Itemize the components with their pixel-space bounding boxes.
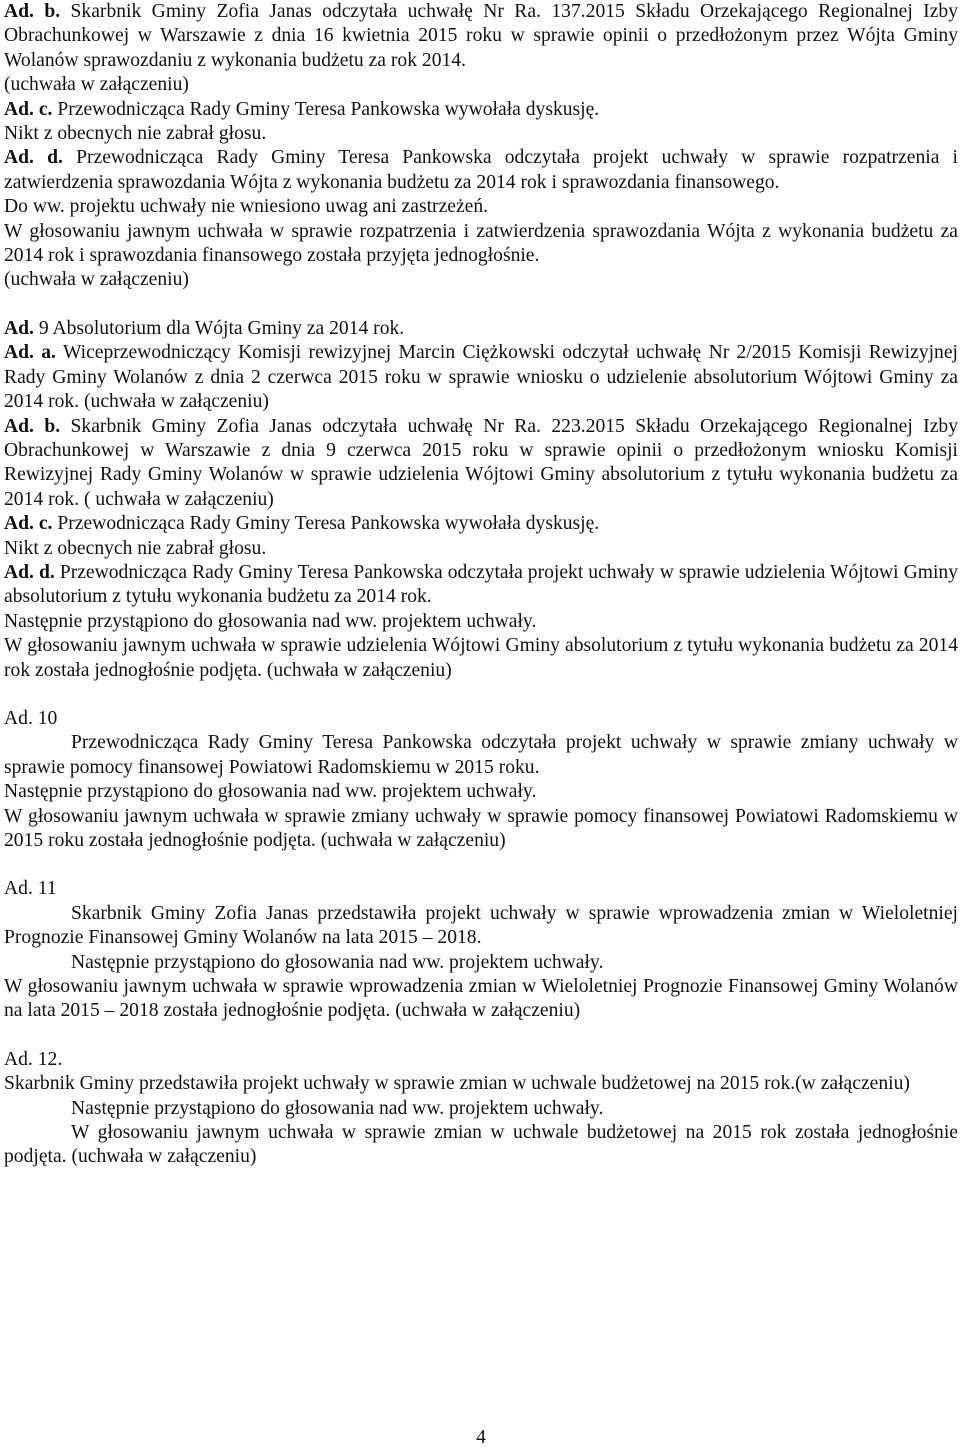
- paragraph-text: Następnie przystąpiono do głosowania nad ww. projektem uchwały.: [71, 951, 604, 973]
- paragraph: [4, 731, 958, 780]
- paragraph-text: Następnie przystąpiono do głosowania nad ww. projektem uchwały.: [71, 1097, 604, 1119]
- paragraph-text: (uchwała w załączeniu): [4, 74, 189, 96]
- paragraph-text: W głosowaniu jawnym uchwała w sprawie udzielenia Wójtowi Gminy absolutorium z tytułu wykonania budżetu za 2014 rok została jednogłośnie podjęta. (uchwała w załączeniu): [4, 635, 958, 681]
- paragraph-text: Wiceprzewodniczący Komisji rewizyjnej Marcin Ciężkowski odczytał uchwałę Nr 2/2015 Komisji Rewizyjnej Rady Gminy Wolanów z dnia 2 czerwca 2015 roku w sprawie wniosku o udzielenie absolutorium Wójtowi Gminy za 2014 rok. (uchwała w załączeniu): [4, 342, 958, 413]
- paragraph-text: Skarbnik Gminy Zofia Janas przedstawiła projekt uchwały w sprawie wprowadzenia zmian w Wieloletniej Prognozie Finansowej Gminy Wolanów na lata 2015 – 2018.: [4, 902, 958, 949]
- paragraph-text: Skarbnik Gminy Zofia Janas odczytała uchwałę Nr Ra. 223.2015 Składu Orzekającego Regionalnej Izby Obrachunkowej w Warszawie z dnia 9 czerwca 2015 roku w sprawie opinii o przedłożonym wniosku Komisji Rewizyjnej Rady Gminy Wolanów w sprawie udzielenia Wójtowi Gminy absolutorium z tytułu wykonania budżetu za 2014 rok. ( uchwała w załączeniu): [4, 415, 958, 510]
- item-marker: Ad. d.: [4, 561, 55, 583]
- paragraph-text: Następnie przystąpiono do głosowania nad ww. projektem uchwały.: [4, 781, 537, 803]
- paragraph-text: Następnie przystąpiono do głosowania nad ww. projektem uchwały.: [4, 610, 537, 632]
- paragraph-text: Przewodnicząca Rady Gminy Teresa Pankowska wywołała dyskusję.: [57, 513, 600, 535]
- paragraph-text: Przewodnicząca Rady Gminy Teresa Pankowska odczytała projekt uchwały w sprawie zmiany uchwały w sprawie pomocy finansowej Powiatowi Radomskiemu w 2015 roku.: [4, 732, 958, 778]
- paragraph: [4, 1097, 958, 1121]
- paragraph: [4, 195, 958, 219]
- paragraph: [4, 0, 958, 73]
- paragraph-text: Przewodnicząca Rady Gminy Teresa Pankowska wywołała dyskusję.: [57, 98, 600, 120]
- paragraph-spacer: [4, 293, 958, 317]
- item-marker: Ad. a.: [4, 342, 56, 364]
- item-marker: Ad.: [4, 317, 34, 339]
- paragraph: [4, 561, 958, 610]
- paragraph-text: Ad. 11: [4, 878, 57, 900]
- paragraph: [4, 707, 958, 731]
- document-body: [4, 0, 958, 1170]
- item-marker: Ad. d.: [4, 147, 63, 169]
- paragraph-text: Ad. 12.: [4, 1048, 63, 1070]
- paragraph: [4, 220, 958, 269]
- item-marker: Ad. c.: [4, 513, 53, 535]
- paragraph-spacer: [4, 1024, 958, 1048]
- paragraph-spacer: [4, 853, 958, 877]
- paragraph: [4, 634, 958, 683]
- paragraph: [4, 341, 958, 414]
- paragraph: [4, 1121, 958, 1170]
- paragraph: [4, 537, 958, 561]
- item-marker: Ad. c.: [4, 98, 53, 120]
- paragraph: [4, 610, 958, 634]
- paragraph: [4, 780, 958, 804]
- paragraph-text: W głosowaniu jawnym uchwała w sprawie zmiany uchwały w sprawie pomocy finansowej Powiatowi Radomskiemu w 2015 roku została jednogłośnie podjęta. (uchwała w załączeniu): [4, 805, 958, 851]
- paragraph: [4, 415, 958, 513]
- paragraph-text: W głosowaniu jawnym uchwała w sprawie zmian w uchwale budżetowej na 2015 rok została jednogłośnie podjęta. (uchwała w załączeniu): [4, 1122, 958, 1168]
- paragraph: [4, 268, 958, 292]
- paragraph-text: Nikt z obecnych nie zabrał głosu.: [4, 537, 267, 559]
- paragraph-text: 9 Absolutorium dla Wójta Gminy za 2014 rok.: [38, 317, 405, 339]
- paragraph-text: Nikt z obecnych nie zabrał głosu.: [4, 123, 267, 145]
- document-page: [4, 0, 958, 1455]
- paragraph: [4, 98, 958, 122]
- paragraph: [4, 951, 958, 975]
- paragraph: [4, 122, 958, 146]
- paragraph: [4, 73, 958, 97]
- page-number: 4: [476, 1427, 486, 1448]
- paragraph: [4, 975, 958, 1024]
- item-marker: Ad. b.: [4, 415, 61, 437]
- paragraph-text: Przewodnicząca Rady Gminy Teresa Pankowska odczytała projekt uchwały w sprawie udzielenia Wójtowi Gminy absolutorium z tytułu wykonania budżetu za 2014 rok.: [4, 561, 958, 608]
- paragraph-text: W głosowaniu jawnym uchwała w sprawie wprowadzenia zmian w Wieloletniej Prognozie Finansowej Gminy Wolanów na lata 2015 – 2018 została jednogłośnie podjęta. (uchwała w załączeniu): [4, 976, 958, 1022]
- paragraph: [4, 317, 958, 341]
- paragraph-text: Przewodnicząca Rady Gminy Teresa Pankowska odczytała projekt uchwały w sprawie rozpatrzenia i zatwierdzenia sprawozdania Wójta z wykonania budżetu za 2014 rok i sprawozdania finansowego.: [4, 147, 959, 193]
- paragraph: [4, 1048, 958, 1072]
- paragraph-spacer: [4, 683, 958, 707]
- paragraph-text: Ad. 10: [4, 707, 58, 729]
- paragraph: [4, 146, 958, 195]
- item-marker: Ad. b.: [4, 1, 61, 22]
- paragraph: [4, 902, 958, 951]
- paragraph-text: W głosowaniu jawnym uchwała w sprawie rozpatrzenia i zatwierdzenia sprawozdania Wójta z wykonania budżetu za 2014 rok i sprawozdania finansowego została przyjęta jednogłośnie.: [4, 220, 958, 267]
- paragraph-text: Skarbnik Gminy Zofia Janas odczytała uchwałę Nr Ra. 137.2015 Składu Orzekającego Regionalnej Izby Obrachunkowej w Warszawie z dnia 16 kwietnia 2015 roku w sprawie opinii o przedłożonym przez Wójta Gminy Wolanów sprawozdaniu z wykonania budżetu za rok 2014.: [4, 1, 958, 71]
- paragraph: [4, 877, 958, 901]
- paragraph: [4, 1072, 958, 1096]
- paragraph: [4, 512, 958, 536]
- paragraph-text: Skarbnik Gminy przedstawiła projekt uchwały w sprawie zmian w uchwale budżetowej na 2015 rok.(w załączeniu): [4, 1073, 910, 1095]
- paragraph-text: (uchwała w załączeniu): [4, 269, 189, 291]
- paragraph: [4, 805, 958, 854]
- paragraph-text: Do ww. projektu uchwały nie wniesiono uwag ani zastrzeżeń.: [4, 196, 489, 218]
